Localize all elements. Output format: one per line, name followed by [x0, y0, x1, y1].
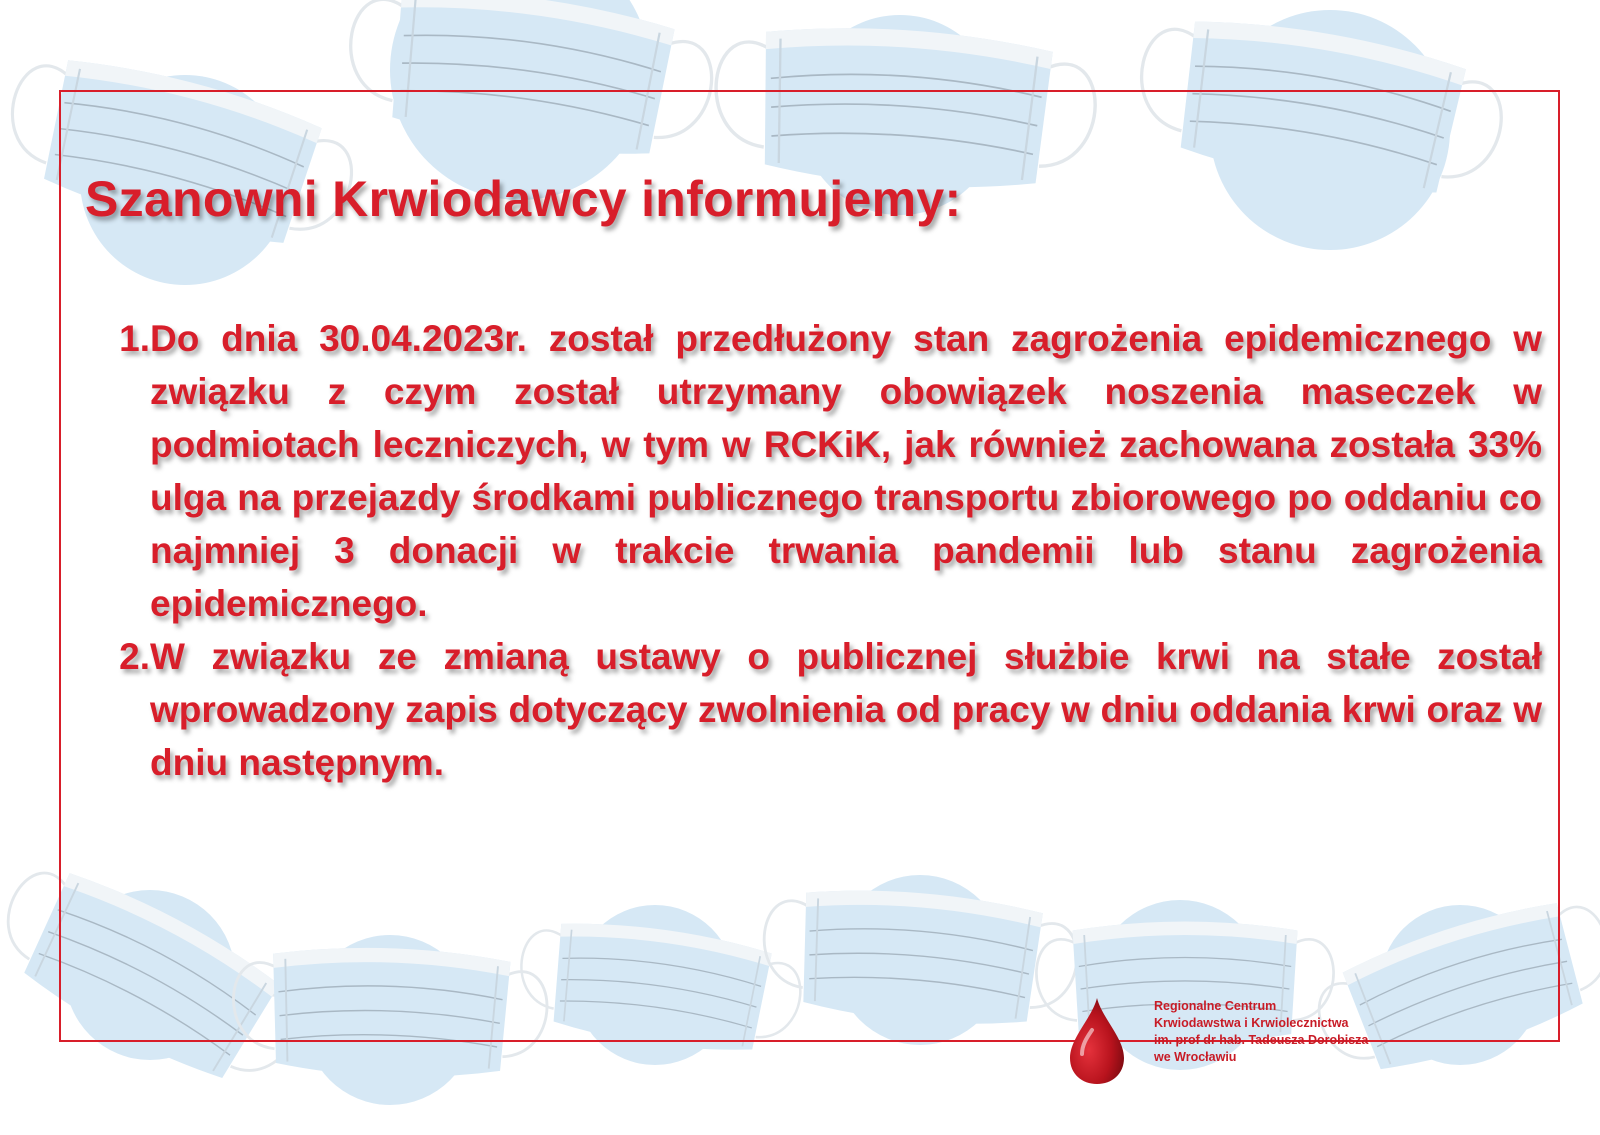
- list-item-text: W związku ze zmianą ustawy o publicznej służbie krwi na stałe został wprowadzony zapis dotyczący zwolnienia od pracy w dniu oddania krwi oraz w dniu następnym.: [150, 636, 1542, 783]
- logo-line: Regionalne Centrum: [1154, 999, 1277, 1013]
- list-item: [100, 312, 1542, 630]
- logo-text: [1154, 998, 1394, 1066]
- blood-drop-icon: [1066, 996, 1128, 1086]
- info-list: [100, 312, 1542, 789]
- list-item-number: 2.: [119, 636, 150, 677]
- logo-line: Krwiodawstwa i Krwiolecznictwa: [1154, 1016, 1349, 1030]
- list-item-number: 1.: [119, 318, 150, 359]
- rckik-logo: [1060, 990, 1380, 1090]
- logo-line: we Wrocławiu: [1154, 1050, 1237, 1064]
- list-item-text: Do dnia 30.04.2023r. został przedłużony stan zagrożenia epidemicznego w związku z czym został utrzymany obowiązek noszenia maseczek w podmiotach leczniczych, w tym w RCKiK, jak również zachowana została 33% ulga na przejazdy środkami publicznego transportu zbiorowego po oddaniu co najmniej 3 donacji w trakcie trwania pandemii lub stanu zagrożenia epidemicznego.: [150, 318, 1542, 624]
- list-item: [100, 630, 1542, 789]
- logo-line: im. prof dr hab. Tadeusza Dorobisza: [1154, 1033, 1369, 1047]
- page-title: Szanowni Krwiodawcy informujemy:: [85, 171, 962, 227]
